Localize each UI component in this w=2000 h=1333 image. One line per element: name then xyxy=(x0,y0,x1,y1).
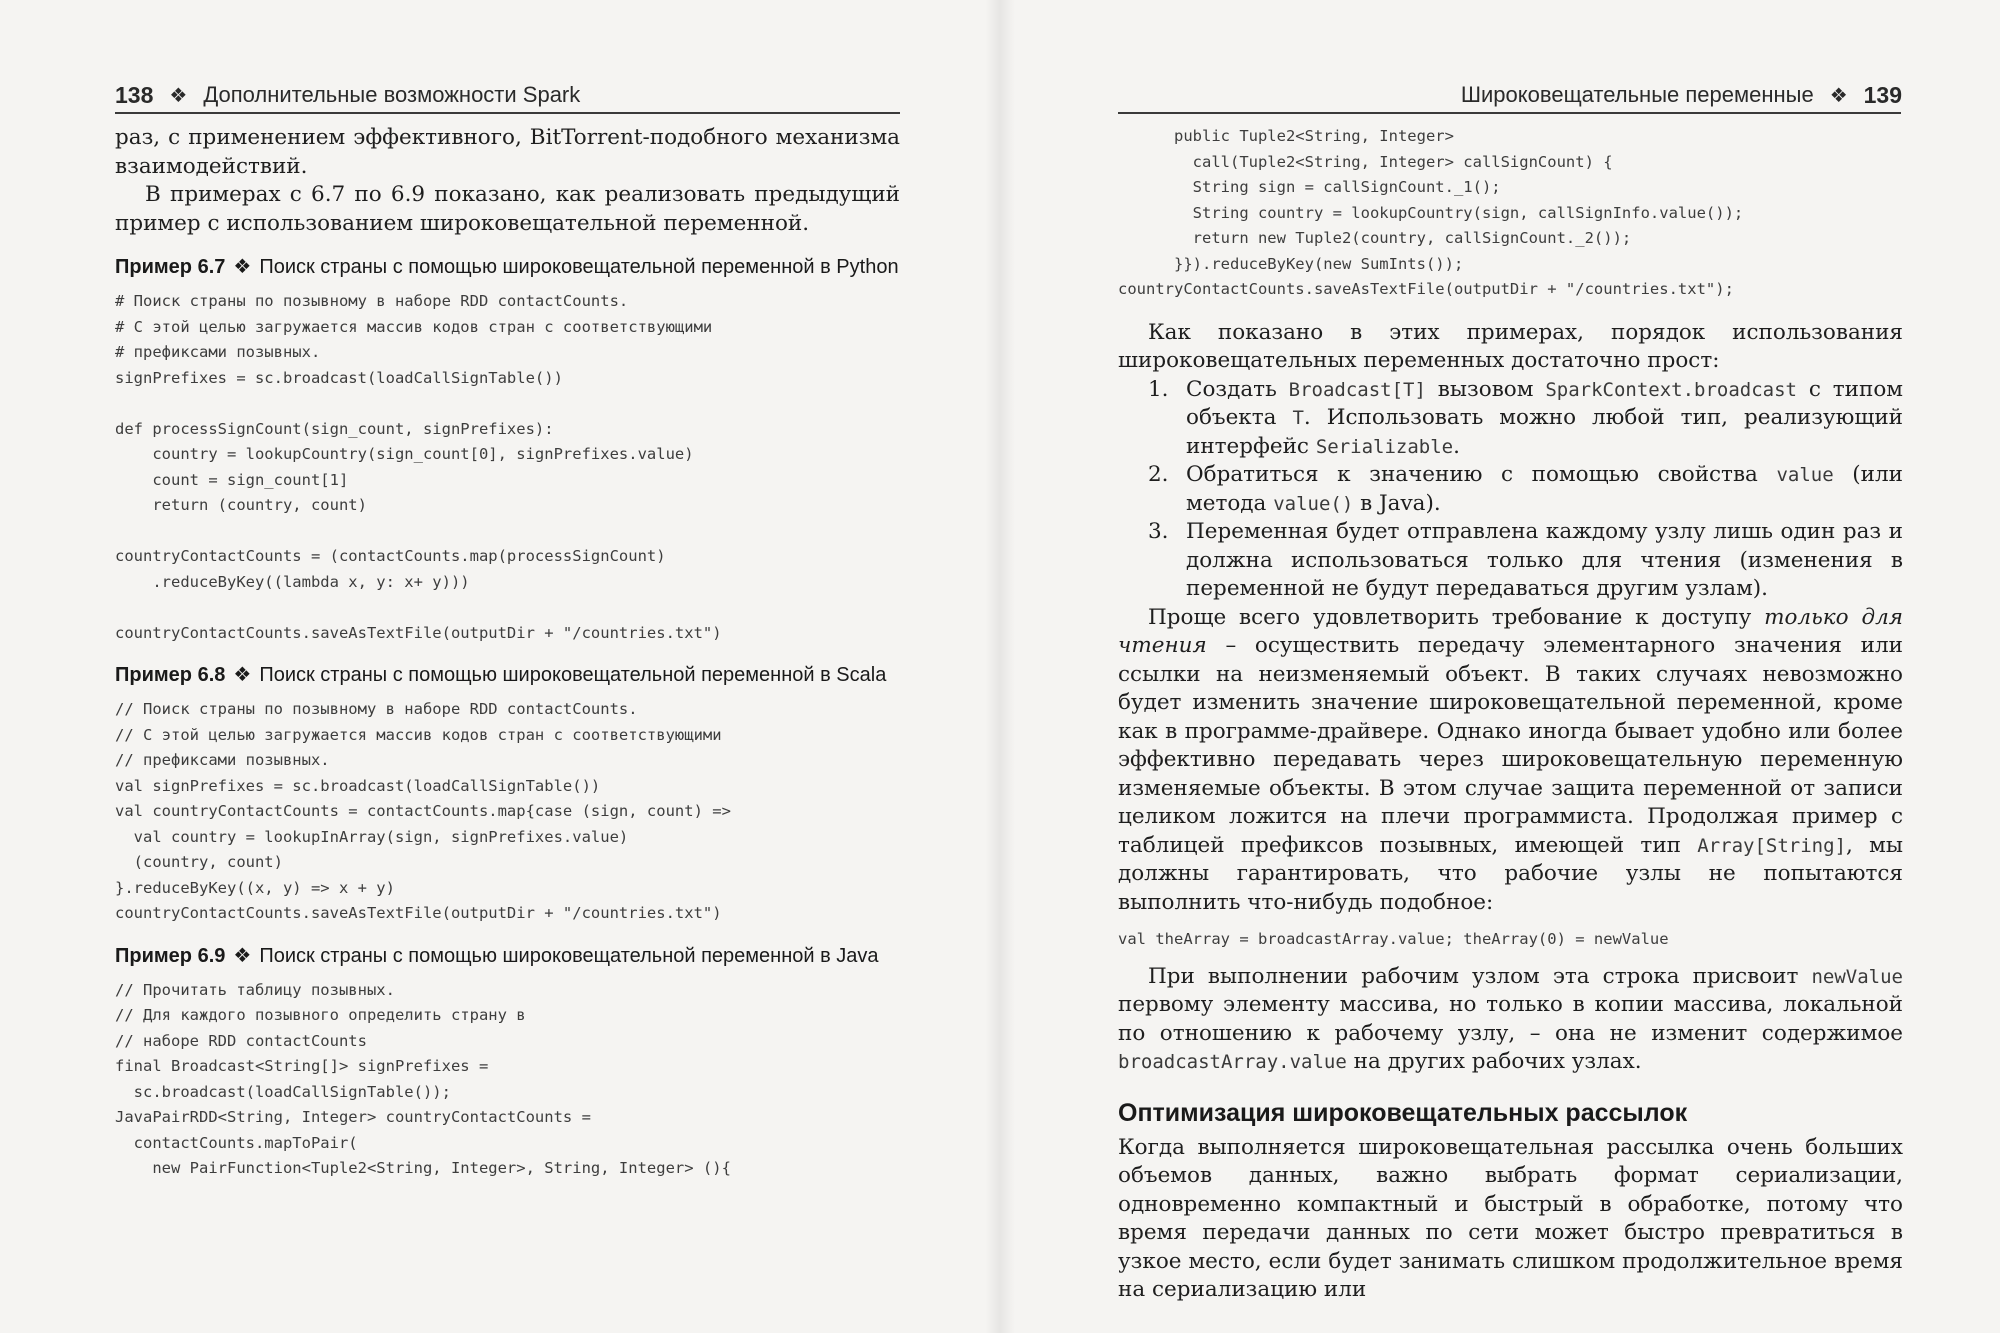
example-title xyxy=(115,662,900,689)
code-line: // Поиск страны по позывному в наборе RDD contactCounts. xyxy=(115,700,638,718)
code-line: new PairFunction<Tuple2<String, Integer>, String, Integer> (){ xyxy=(115,1159,731,1177)
inline-code: T xyxy=(1292,407,1304,429)
example-title xyxy=(115,254,900,281)
paragraph-optimization: Когда выполняется широковещательная рассылка очень больших объемов данных, важно выбрать формат сериализации, одновременно компактный и быстрый в обработке, потому что время передачи данных по сети может быстро превратиться в узкое место, если будет занимать слишком продолжительное время на сериализацию или xyxy=(1118,1134,1903,1302)
header-diamond-icon: ❖ xyxy=(169,84,188,107)
code-line: // Для каждого позывного определить страну в xyxy=(115,1006,526,1024)
example-caption: Поиск страны с помощью широковещательной переменной в Python xyxy=(259,256,899,278)
code-line: val theArray = broadcastArray.value; theArray(0) = newValue xyxy=(1118,930,1669,948)
code-line: // Прочитать таблицу позывных. xyxy=(115,980,395,999)
code-line xyxy=(115,519,900,545)
inline-code: value xyxy=(1776,464,1834,486)
code-line: call(Tuple2<String, Integer> callSignCount) { xyxy=(1118,152,1613,171)
code-line: # префиксами позывных. xyxy=(115,343,321,361)
code-line: final Broadcast<String[]> signPrefixes = xyxy=(115,1057,489,1075)
example-caption: Поиск страны с помощью широковещательной переменной в Scala xyxy=(259,664,887,686)
code-line: String country = lookupCountry(sign, callSignInfo.value()); xyxy=(1118,203,1744,222)
code-line: countryContactCounts = (contactCounts.map(processSignCount) xyxy=(115,547,666,565)
example-caption: Поиск страны с помощью широковещательной переменной в Java xyxy=(259,944,879,967)
code-line: contactCounts.mapToPair( xyxy=(115,1133,358,1152)
inline-code: Broadcast[T] xyxy=(1288,378,1426,401)
code-line: // С этой целью загружается массив кодов стран с соответствующими xyxy=(115,725,722,744)
code-line: }.reduceByKey((x, y) => x + y) xyxy=(115,878,395,897)
section-heading: Оптимизация широковещательных рассылок xyxy=(1118,1098,1688,1127)
list-item-text: (или метода xyxy=(1186,462,1903,516)
usage-steps-list xyxy=(1118,376,1903,604)
inline-code: broadcastArray.value xyxy=(1118,1051,1347,1073)
right-page xyxy=(1000,0,2000,1333)
left-running-header xyxy=(115,78,580,112)
code-line: // наборе RDD contactCounts xyxy=(115,1031,367,1050)
right-header-title: Широковещательные переменные xyxy=(1460,82,1814,107)
example-diamond-icon: ❖ xyxy=(233,944,252,967)
code-line: def processSignCount(sign_count, signPrefixes): xyxy=(115,419,554,438)
code-line: countryContactCounts.saveAsTextFile(outputDir + "/countries.txt") xyxy=(115,904,722,922)
paragraph-usage-intro: Как показано в этих примерах, порядок использования широковещательных переменных достаточно прост: xyxy=(1118,319,1903,373)
list-item-number: 3. xyxy=(1148,519,1169,544)
list-item-number: 2. xyxy=(1148,462,1169,487)
code-line: val country = lookupInArray(sign, signPrefixes.value) xyxy=(115,827,629,846)
code-listing-python xyxy=(115,289,900,646)
example-diamond-icon: ❖ xyxy=(233,664,252,686)
code-line: String sign = callSignCount._1(); xyxy=(1118,178,1501,196)
code-line: val countryContactCounts = contactCounts.map{case (sign, count) => xyxy=(115,802,731,820)
right-header-rule xyxy=(1118,112,1901,114)
left-page-number: 138 xyxy=(115,81,154,108)
right-running-header xyxy=(1461,78,1902,112)
code-listing-scala xyxy=(115,697,900,927)
left-header-title: Дополнительные возможности Spark xyxy=(203,82,581,107)
code-line: count = sign_count[1] xyxy=(115,470,349,489)
list-item-text: . Использовать можно любой тип, реализующий интерфейс xyxy=(1186,405,1903,459)
list-item xyxy=(1118,518,1903,604)
list-item-text: с типом объекта xyxy=(1186,376,1903,430)
code-line: JavaPairRDD<String, Integer> countryContactCounts = xyxy=(115,1108,591,1126)
header-diamond-icon: ❖ xyxy=(1829,84,1848,107)
code-line: countryContactCounts.saveAsTextFile(outputDir + "/countries.txt") xyxy=(115,623,722,642)
inline-code: SparkContext.broadcast xyxy=(1545,378,1797,401)
intro-paragraph-1: раз, с применением эффективного, BitTorrent-подобного механизма взаимодействий. xyxy=(115,125,900,179)
inline-code: newValue xyxy=(1811,965,1903,988)
list-item-text: Переменная будет отправлена каждому узлу лишь один раз и должна использоваться только для чтения (изменения в переменной не будут передаваться другим узлам). xyxy=(1186,519,1903,601)
code-line: signPrefixes = sc.broadcast(loadCallSignTable()) xyxy=(115,368,563,387)
code-line: }}).reduceByKey(new SumInts()); xyxy=(1118,254,1464,273)
right-page-number: 139 xyxy=(1863,81,1902,108)
list-item-text: вызовом xyxy=(1425,376,1546,402)
code-line: .reduceByKey((lambda x, y: x+ y))) xyxy=(115,572,470,591)
left-header-rule xyxy=(115,112,900,114)
example-label: Пример 6.9 xyxy=(115,944,226,967)
list-item xyxy=(1118,461,1903,518)
inline-code: Array[String] xyxy=(1697,834,1847,857)
list-item-text: . xyxy=(1453,433,1460,459)
list-item-number: 1. xyxy=(1148,376,1169,402)
code-listing-java-continued xyxy=(1118,124,1903,303)
intro-paragraph-2: В примерах с 6.7 по 6.9 показано, как реализовать предыдущий пример с использованием широковещательной переменной. xyxy=(115,182,900,236)
paragraph-text: на других рабочих узлах. xyxy=(1346,1049,1642,1074)
example-diamond-icon: ❖ xyxy=(233,256,252,278)
paragraph-text: Проще всего удовлетворить требование к доступу xyxy=(1148,604,1765,630)
example-title xyxy=(115,943,900,970)
list-item-text: в Java). xyxy=(1353,490,1441,516)
example-label: Пример 6.8 xyxy=(115,664,226,686)
paragraph-read-only xyxy=(1118,604,1903,918)
emphasis-text: только для чтения xyxy=(1118,604,1903,658)
right-content xyxy=(1118,124,1903,1305)
code-line: sc.broadcast(loadCallSignTable()); xyxy=(115,1082,451,1101)
paragraph-text: , мы должны гарантировать, что рабочие узлы не попытаются выполнить что-нибудь подобное: xyxy=(1118,832,1903,915)
code-line: return new Tuple2(country, callSignCount._2()); xyxy=(1118,229,1632,247)
code-line: country = lookupCountry(sign_count[0], signPrefixes.value) xyxy=(115,445,694,463)
list-item xyxy=(1118,376,1903,462)
left-content xyxy=(115,124,900,1182)
inline-code: Serializable xyxy=(1315,435,1454,458)
code-snippet xyxy=(1118,927,1903,953)
code-line: # С этой целью загружается массив кодов стран с соответствующими xyxy=(115,317,713,336)
example-label: Пример 6.7 xyxy=(115,256,226,278)
code-line: public Tuple2<String, Integer> xyxy=(1118,127,1454,145)
code-line: countryContactCounts.saveAsTextFile(outputDir + "/countries.txt"); xyxy=(1118,280,1734,298)
code-line: return (country, count) xyxy=(115,496,367,514)
code-line xyxy=(115,391,900,417)
code-line xyxy=(115,595,900,621)
code-line: val signPrefixes = sc.broadcast(loadCallSignTable()) xyxy=(115,776,601,795)
code-line: // префиксами позывных. xyxy=(115,751,330,769)
code-line: (country, count) xyxy=(115,853,283,871)
paragraph-text: При выполнении рабочим узлом эта строка присвоит xyxy=(1148,963,1812,989)
paragraph-text: первому элементу массива, но только в копии массива, локальной по отношению к рабочему узлу, – она не изменит содержимое xyxy=(1118,992,1903,1046)
code-line: # Поиск страны по позывному в наборе RDD contactCounts. xyxy=(115,292,629,310)
list-item-text: Обратиться к значению с помощью свойства xyxy=(1186,462,1777,487)
list-item-text: Создать xyxy=(1186,376,1289,402)
paragraph-text: – осуществить передачу элементарного значения или ссылки на неизменяемый объект. В таких случаях невозможно будет изменить значение широковещательной переменной, кроме как в программе-драйвере. Однако иногда бывает удобно или более эффективно передавать через широковещательную переменную изменяемые объекты. В этом случае защита переменной от записи целиком ложится на плечи программиста. Продолжая пример с таблицей префиксов позывных, имеющей тип xyxy=(1118,633,1903,858)
inline-code: value() xyxy=(1273,492,1354,515)
paragraph-worker-effect xyxy=(1118,963,1903,1077)
code-listing-java xyxy=(115,978,900,1182)
